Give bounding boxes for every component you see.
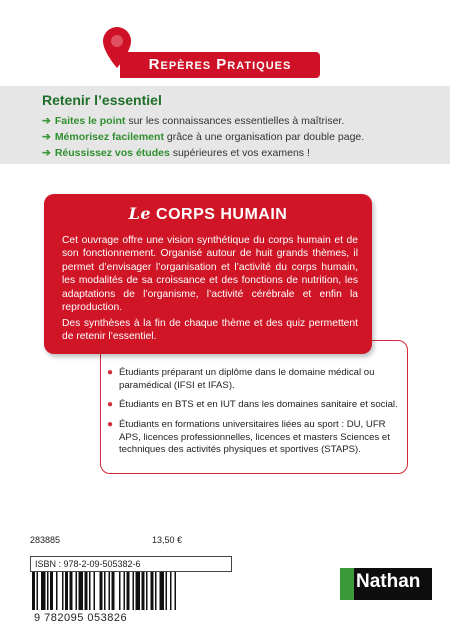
arrow-icon: ➔ — [42, 147, 51, 159]
audience-item: ● Étudiants en BTS et en IUT dans les domaines sanitaire et social. — [107, 399, 398, 410]
description-paragraph: Des synthèses à la fin de chaque thème et des quiz permettent de retenir l’essentiel. — [62, 318, 358, 343]
reference-number: 283885 — [30, 535, 61, 545]
audience-item: ● Étudiants préparant un diplôme dans le domaine médical ou paramédical (IFSI et IFAS). — [107, 367, 375, 391]
logo-mark — [340, 568, 354, 600]
description-paragraph: Cet ouvrage offre une vision synthétique du corps humain et de son fonctionnement. Organisé autour de huit grands thèmes, il permet d’envisager l’organisation et l’activité du corps humain, les modalités de sa croissance et des fonctions de nutrition, les adaptations de l’organisme, l’activité cérébrale et enfin la reproduction. — [62, 235, 358, 314]
barcode — [30, 572, 232, 610]
barcode-digits: 9 782095 053826 — [34, 612, 128, 624]
arrow-icon: ➔ — [42, 131, 51, 143]
benefit-item: ➔ Mémorisez facilement grâce à une organisation par double page. — [42, 131, 365, 143]
price: 13,50 € — [152, 535, 183, 545]
book-title: Le CORPS HUMAIN — [128, 204, 288, 223]
audience-box — [100, 340, 408, 474]
publisher-logo — [340, 568, 432, 600]
audience-item: ● Étudiants en formations universitaires liées au sport : DU, UFR APS, licences professionnelles, licences et masters Sciences et techniques des activités physiques et sportives (STAPS). — [107, 419, 390, 455]
section-title: Retenir l’essentiel — [42, 92, 162, 108]
bullet-icon: ● — [107, 367, 114, 378]
publisher-name: Nathan — [356, 571, 421, 592]
arrow-icon: ➔ — [42, 115, 51, 127]
series-banner — [120, 52, 320, 78]
isbn-label: ISBN : 978-2-09-505382-6 — [30, 556, 232, 572]
benefit-item: ➔ Faites le point sur les connaissances essentielles à maîtriser. — [42, 115, 345, 127]
bullet-icon: ● — [107, 399, 114, 410]
benefit-item: ➔ Réussissez vos études supérieures et vos examens ! — [42, 147, 310, 159]
bullet-icon: ● — [107, 419, 114, 430]
series-title: Repères Pratiques — [148, 56, 292, 73]
description-box — [44, 194, 372, 354]
